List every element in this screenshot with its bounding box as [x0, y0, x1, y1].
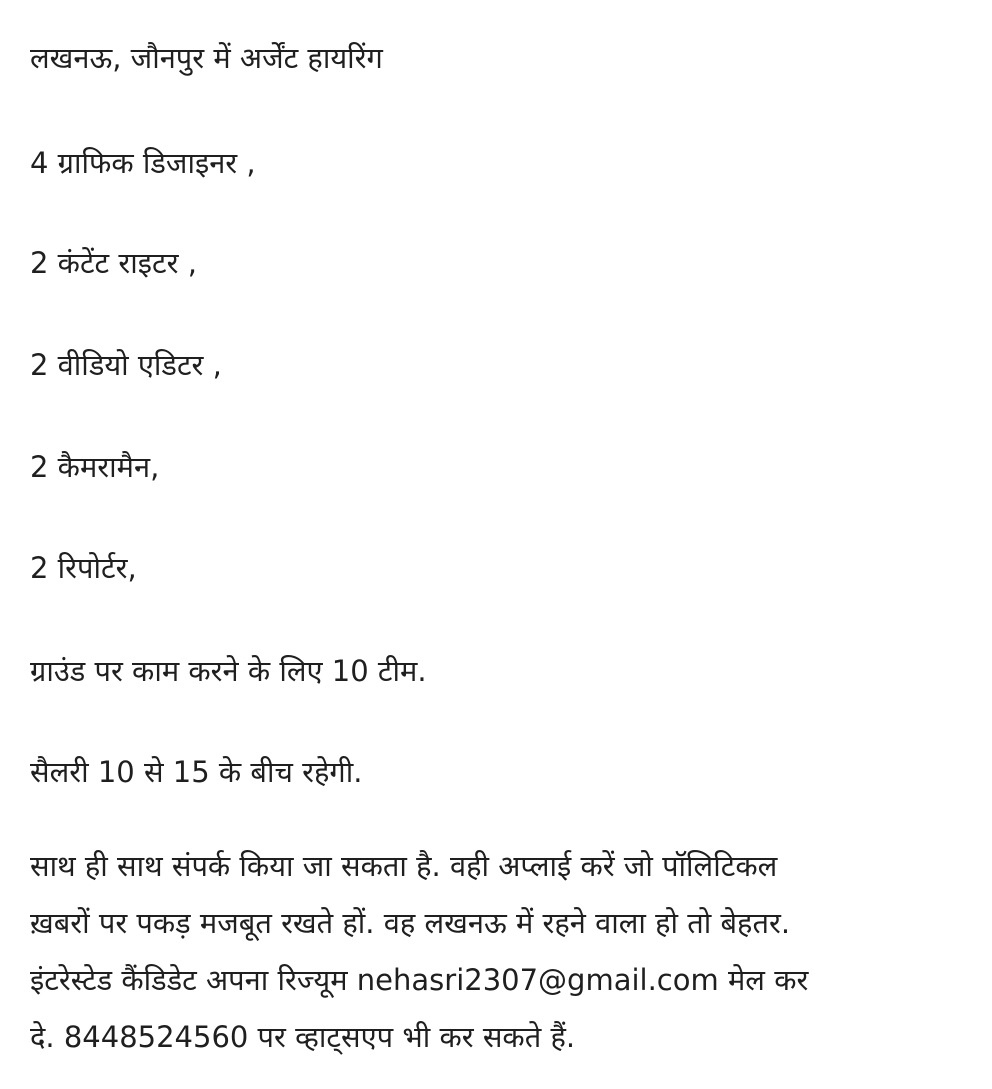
details-line: साथ ही साथ संपर्क किया जा सकता है. वही अप्लाई करें जो पॉलिटिकल	[30, 849, 778, 883]
role-video-editor: 2 वीडियो एडिटर ,	[30, 348, 222, 382]
post-heading: लखनऊ, जौनपुर में अर्जेंट हायरिंग	[30, 41, 383, 75]
details-line: ख़बरों पर पकड़ मजबूत रखते हों. वह लखनऊ में रहने वाला हो तो बेहतर.	[30, 906, 791, 940]
details-line: इंटरेस्टेड कैंडिडेट अपना रिज्यूम nehasri2307@gmail.com मेल कर	[30, 963, 809, 997]
role-reporter: 2 रिपोर्टर,	[30, 551, 137, 585]
role-graphic-designer: 4 ग्राफिक डिजाइनर ,	[30, 146, 256, 180]
teams-line: ग्राउंड पर काम करने के लिए 10 टीम.	[30, 654, 427, 688]
salary-line: सैलरी 10 से 15 के बीच रहेगी.	[30, 755, 363, 789]
role-cameraman: 2 कैमरामैन,	[30, 450, 160, 484]
details-line: दे. 8448524560 पर व्हाट्सएप भी कर सकते हैं.	[30, 1020, 576, 1054]
role-content-writer: 2 कंटेंट राइटर ,	[30, 246, 197, 280]
details-paragraph	[30, 838, 965, 1066]
